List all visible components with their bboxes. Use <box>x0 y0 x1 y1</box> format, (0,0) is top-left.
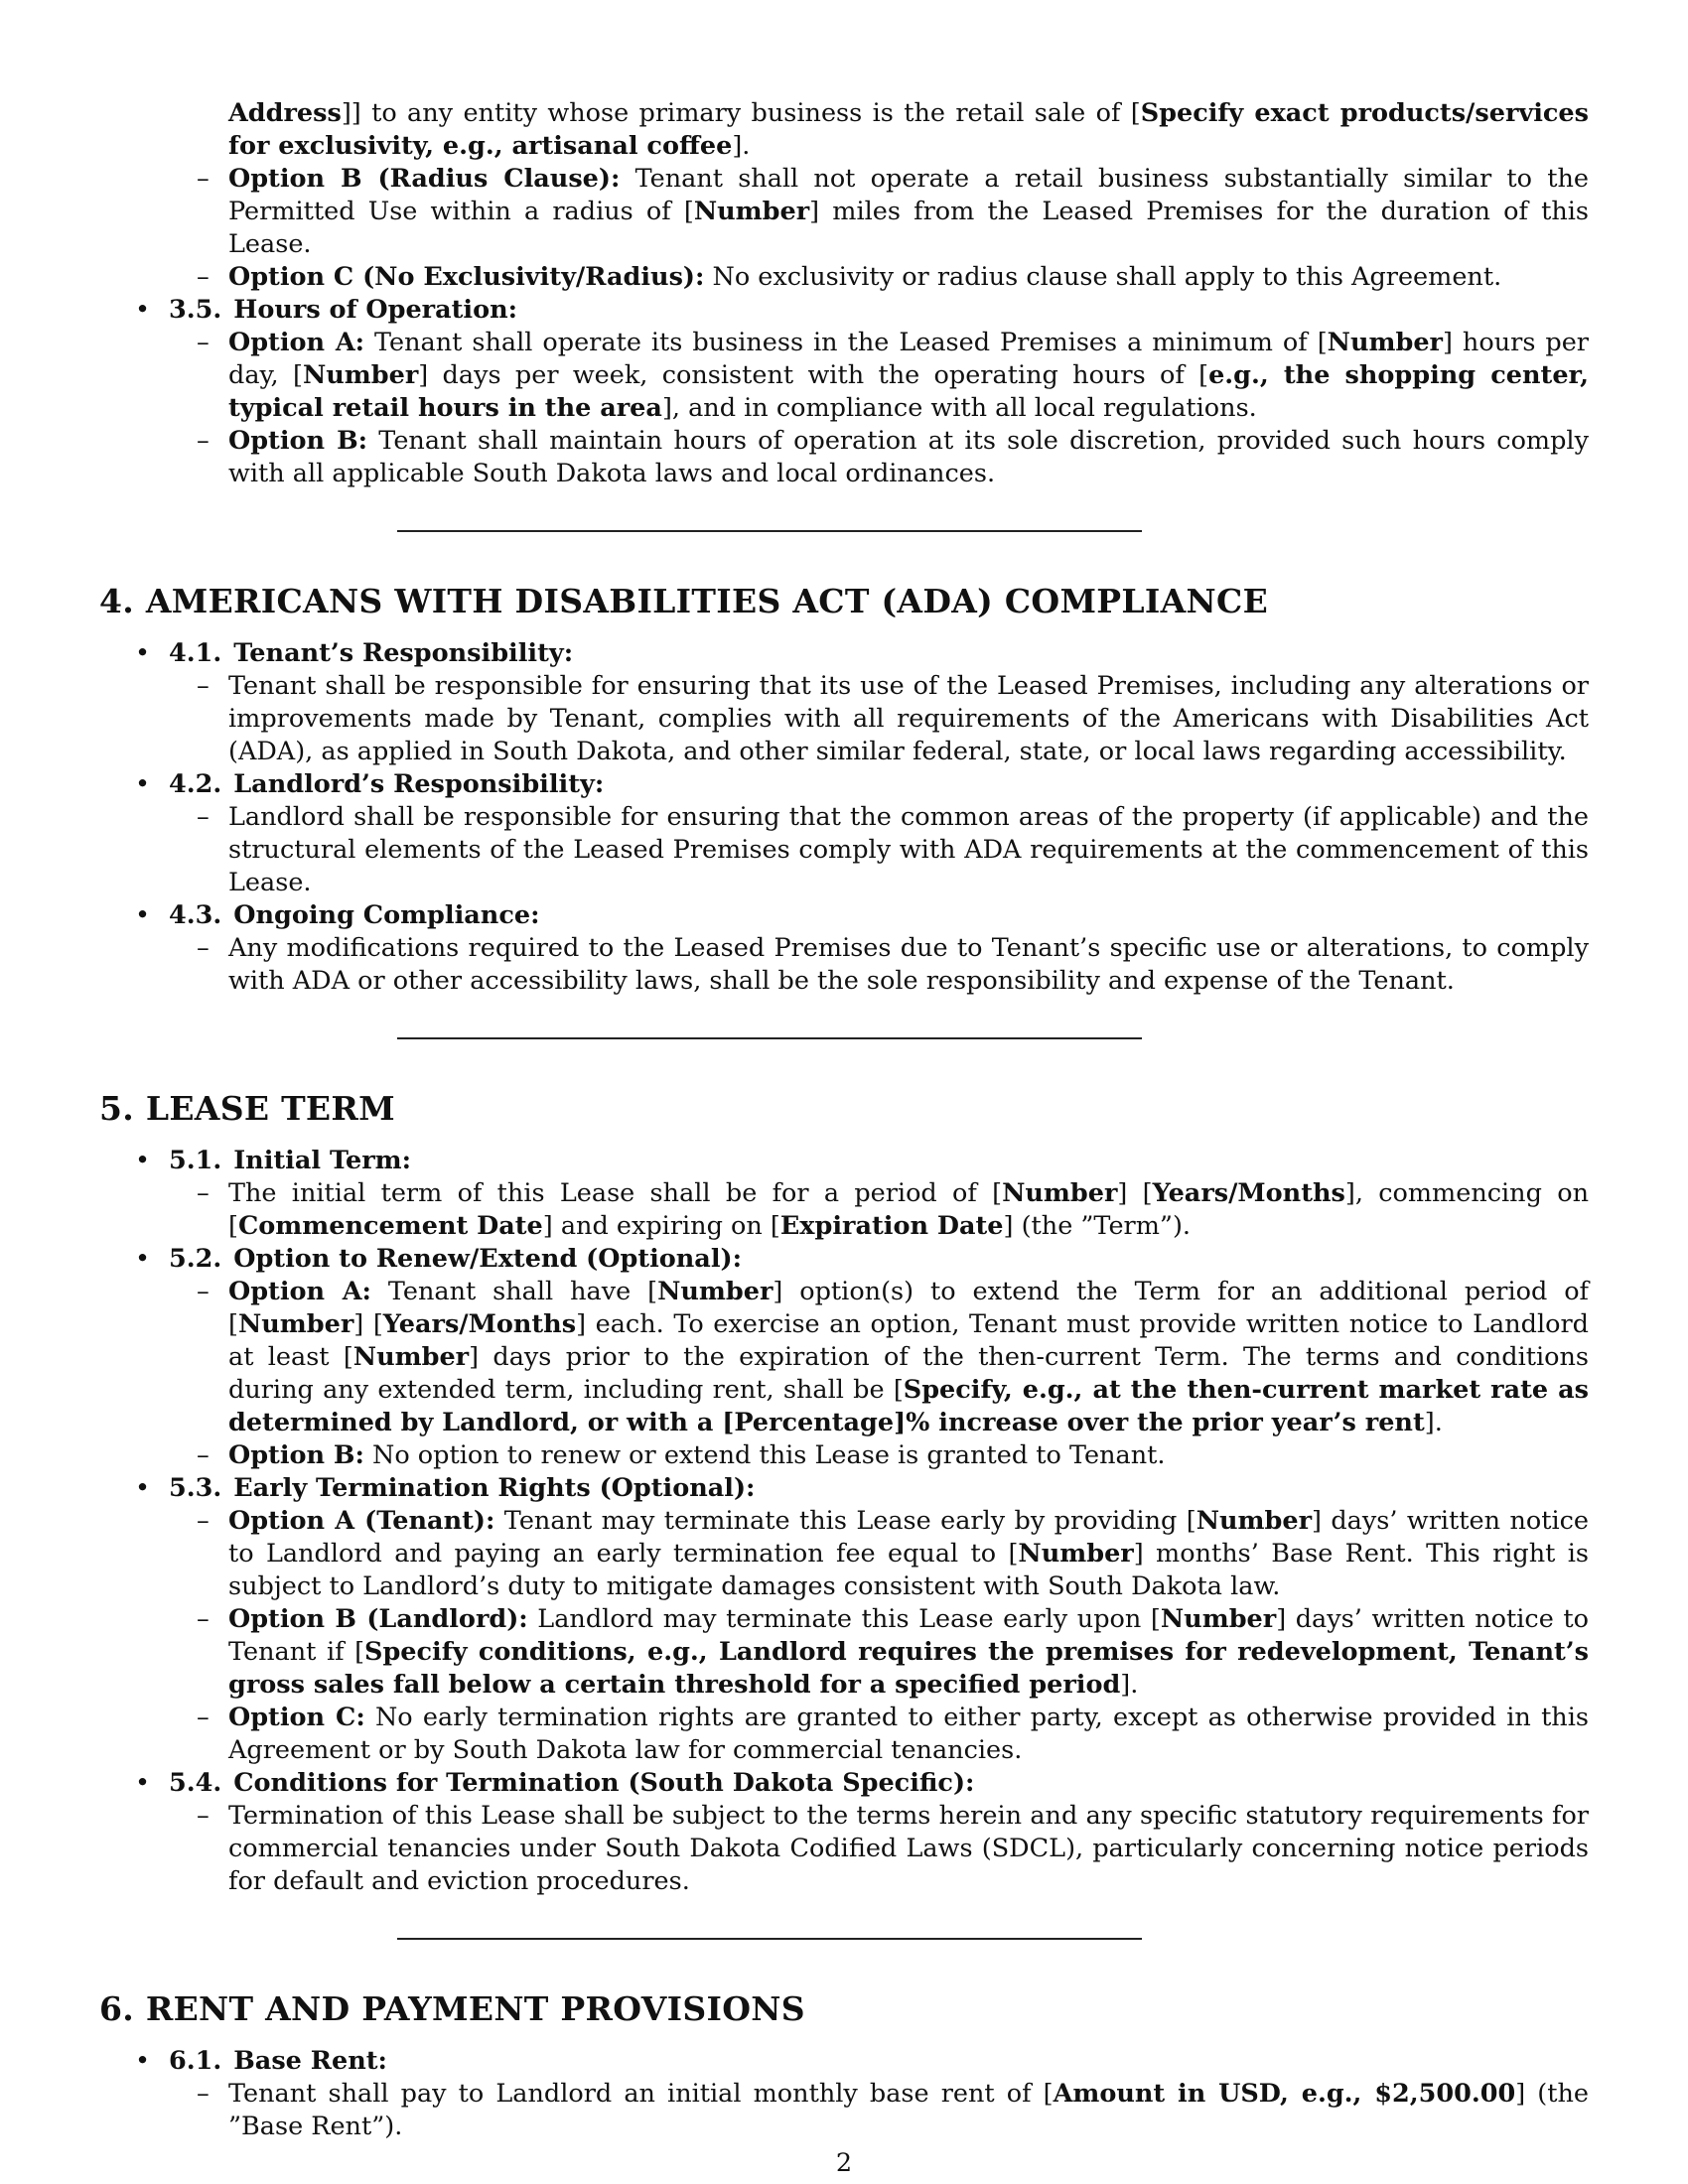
section-divider <box>397 1938 1142 1940</box>
item-4-3: • 4.3. Ongoing Compliance: – Any modifications required to the Leased Premises due to Tenant’s specific use or alterations, to comply with ADA or other accessibility laws, shall be the sole responsibility and expense of the Tenant. <box>99 899 1589 998</box>
item-5-2: • 5.2. Option to Renew/Extend (Optional): – Option A: Tenant shall have [Number] option(s) to extend the Term for an additional period of [Number] [Years/Months] each. To exercise an option, Tenant must provide written notice to Landlord at least [Number] days prior to the expiration of the then-current Term. The terms and conditions during any extended term, including rent, shall be [Specify, e.g., at the then-current market rate as determined by Landlord, or with a [Percentage]% increase over the prior year’s rent]. – Option B: No option to renew or extend this Lease is granted to Tenant. <box>99 1243 1589 1472</box>
section-5-heading: 5. LEASE TERM <box>99 1089 395 1128</box>
termination-option-a: – Option A (Tenant): Tenant may terminate this Lease early by providing [Number] days’ written notice to Landlord and paying an early termination fee equal to [Number] months’ Base Rent. This right is subject to Landlord’s duty to mitigate damages consistent with South Dakota law. <box>197 1506 1590 1601</box>
item-4-2-text: – Landlord shall be responsible for ensuring that the common areas of the property (if applicable) and the structural elements of the Leased Premises comply with ADA requirements at the commencement of this Lease. <box>197 802 1589 897</box>
exclusivity-options <box>99 163 1589 294</box>
option-c-no-exclusivity: – Option C (No Exclusivity/Radius): No exclusivity or radius clause shall apply to this Agreement. <box>197 262 1502 292</box>
item-6-1: • 6.1. Base Rent: – Tenant shall pay to Landlord an initial monthly base rent of [Amount in USD, e.g., $2,500.00] (the ”Base Rent”). <box>99 2045 1589 2143</box>
item-5-4: • 5.4. Conditions for Termination (South Dakota Specific): – Termination of this Lease shall be subject to the terms herein and any specific statutory requirements for commercial tenancies under South Dakota Codified Laws (SDCL), particularly concerning notice periods for default and eviction procedures. <box>99 1767 1589 1898</box>
termination-option-b: – Option B (Landlord): Landlord may terminate this Lease early upon [Number] days’ written notice to Tenant if [Specify conditions, e.g., Landlord requires the premises for redevelopment, Tenant’s gross sales fall below a certain threshold for a specified period]. <box>197 1604 1589 1700</box>
page-number: 2 <box>835 2148 853 2178</box>
section-divider <box>397 1037 1142 1039</box>
item-3-5: • 3.5. Hours of Operation: – Option A: Tenant shall operate its business in the Leased Premises a minimum of [Number] hours per day, [Number] days per week, consistent with the operating hours of [e.g., the shopping center, typical retail hours in the area], and in compliance with all local regulations. – Option B: Tenant shall maintain hours of operation at its sole discretion, provided such hours comply with all applicable South Dakota laws and local ordinances. <box>99 294 1589 490</box>
item-5-1-text: – The initial term of this Lease shall be for a period of [Number] [Years/Months], commencing on [Commencement Date] and expiring on [Expiration Date] (the ”Term”). <box>197 1178 1589 1241</box>
section-4-heading: 4. AMERICANS WITH DISABILITIES ACT (ADA) COMPLIANCE <box>99 582 1269 620</box>
section-4-list <box>99 637 1589 998</box>
item-4-1: • 4.1. Tenant’s Responsibility: – Tenant shall be responsible for ensuring that its use of the Leased Premises, including any alterations or improvements made by Tenant, complies with all requirements of the Americans with Disabilities Act (ADA), as applied in South Dakota, and other similar federal, state, or local laws regarding accessibility. <box>99 637 1589 768</box>
section-5-list <box>99 1145 1589 1898</box>
item-5-1: • 5.1. Initial Term: – The initial term of this Lease shall be for a period of [Number] [Years/Months], commencing on [Commencement Date] and expiring on [Expiration Date] (the ”Term”). <box>99 1145 1589 1243</box>
item-6-1-text: – Tenant shall pay to Landlord an initial monthly base rent of [Amount in USD, e.g., $2,500.00] (the ”Base Rent”). <box>197 2079 1589 2141</box>
document-body <box>99 97 1589 2143</box>
renew-option-a: – Option A: Tenant shall have [Number] option(s) to extend the Term for an additional period of [Number] [Years/Months] each. To exercise an option, Tenant must provide written notice to Landlord at least [Number] days prior to the expiration of the then-current Term. The terms and conditions during any extended term, including rent, shall be [Specify, e.g., at the then-current market rate as determined by Landlord, or with a [Percentage]% increase over the prior year’s rent]. <box>197 1277 1589 1437</box>
item-5-4-text: – Termination of this Lease shall be subject to the terms herein and any specific statutory requirements for commercial tenancies under South Dakota Codified Laws (SDCL), particularly concerning notice periods for default and eviction procedures. <box>197 1801 1589 1896</box>
hours-option-a: – Option A: Tenant shall operate its business in the Leased Premises a minimum of [Number] hours per day, [Number] days per week, consistent with the operating hours of [e.g., the shopping center, typical retail hours in the area], and in compliance with all local regulations. <box>197 328 1589 423</box>
section-6-list <box>99 2045 1589 2143</box>
termination-option-c: – Option C: No early termination rights are granted to either party, except as otherwise provided in this Agreement or by South Dakota law for commercial tenancies. <box>197 1703 1589 1765</box>
item-4-1-text: – Tenant shall be responsible for ensuring that its use of the Leased Premises, including any alterations or improvements made by Tenant, complies with all requirements of the Americans with Disabilities Act (ADA), as applied in South Dakota, and other similar federal, state, or local laws regarding accessibility. <box>197 671 1589 766</box>
renew-option-b: – Option B: No option to renew or extend this Lease is granted to Tenant. <box>197 1440 1166 1470</box>
item-4-2: • 4.2. Landlord’s Responsibility: – Landlord shall be responsible for ensuring that the common areas of the property (if applicable) and the structural elements of the Leased Premises comply with ADA requirements at the commencement of this Lease. <box>99 768 1589 899</box>
item-5-3: • 5.3. Early Termination Rights (Optional): – Option A (Tenant): Tenant may terminate this Lease early by providing [Number] days’ written notice to Landlord and paying an early termination fee equal to [Number] months’ Base Rent. This right is subject to Landlord’s duty to mitigate damages consistent with South Dakota law. – Option B (Landlord): Landlord may terminate this Lease early upon [Number] days’ written notice to Tenant if [Specify conditions, e.g., Landlord requires the premises for redevelopment, Tenant’s gross sales fall below a certain threshold for a specified period]. – Option C: No early termination rights are granted to either party, except as otherwise provided in this Agreement or by South Dakota law for commercial tenancies. <box>99 1472 1589 1767</box>
section-divider <box>397 530 1142 532</box>
hours-option-b: – Option B: Tenant shall maintain hours of operation at its sole discretion, provided such hours comply with all applicable South Dakota laws and local ordinances. <box>197 426 1589 488</box>
section-6-heading: 6. RENT AND PAYMENT PROVISIONS <box>99 1989 805 2028</box>
exclusivity-continuation: Address]] to any entity whose primary business is the retail sale of [Specify exact products/services for exclusivity, e.g., artisanal coffee]. <box>228 98 1589 161</box>
option-b-radius: – Option B (Radius Clause): Tenant shall not operate a retail business substantially similar to the Permitted Use within a radius of [Number] miles from the Leased Premises for the duration of this Lease. <box>197 164 1589 259</box>
item-4-3-text: – Any modifications required to the Leased Premises due to Tenant’s specific use or alterations, to comply with ADA or other accessibility laws, shall be the sole responsibility and expense of the Tenant. <box>197 933 1589 996</box>
section-3-5-list <box>99 294 1589 490</box>
